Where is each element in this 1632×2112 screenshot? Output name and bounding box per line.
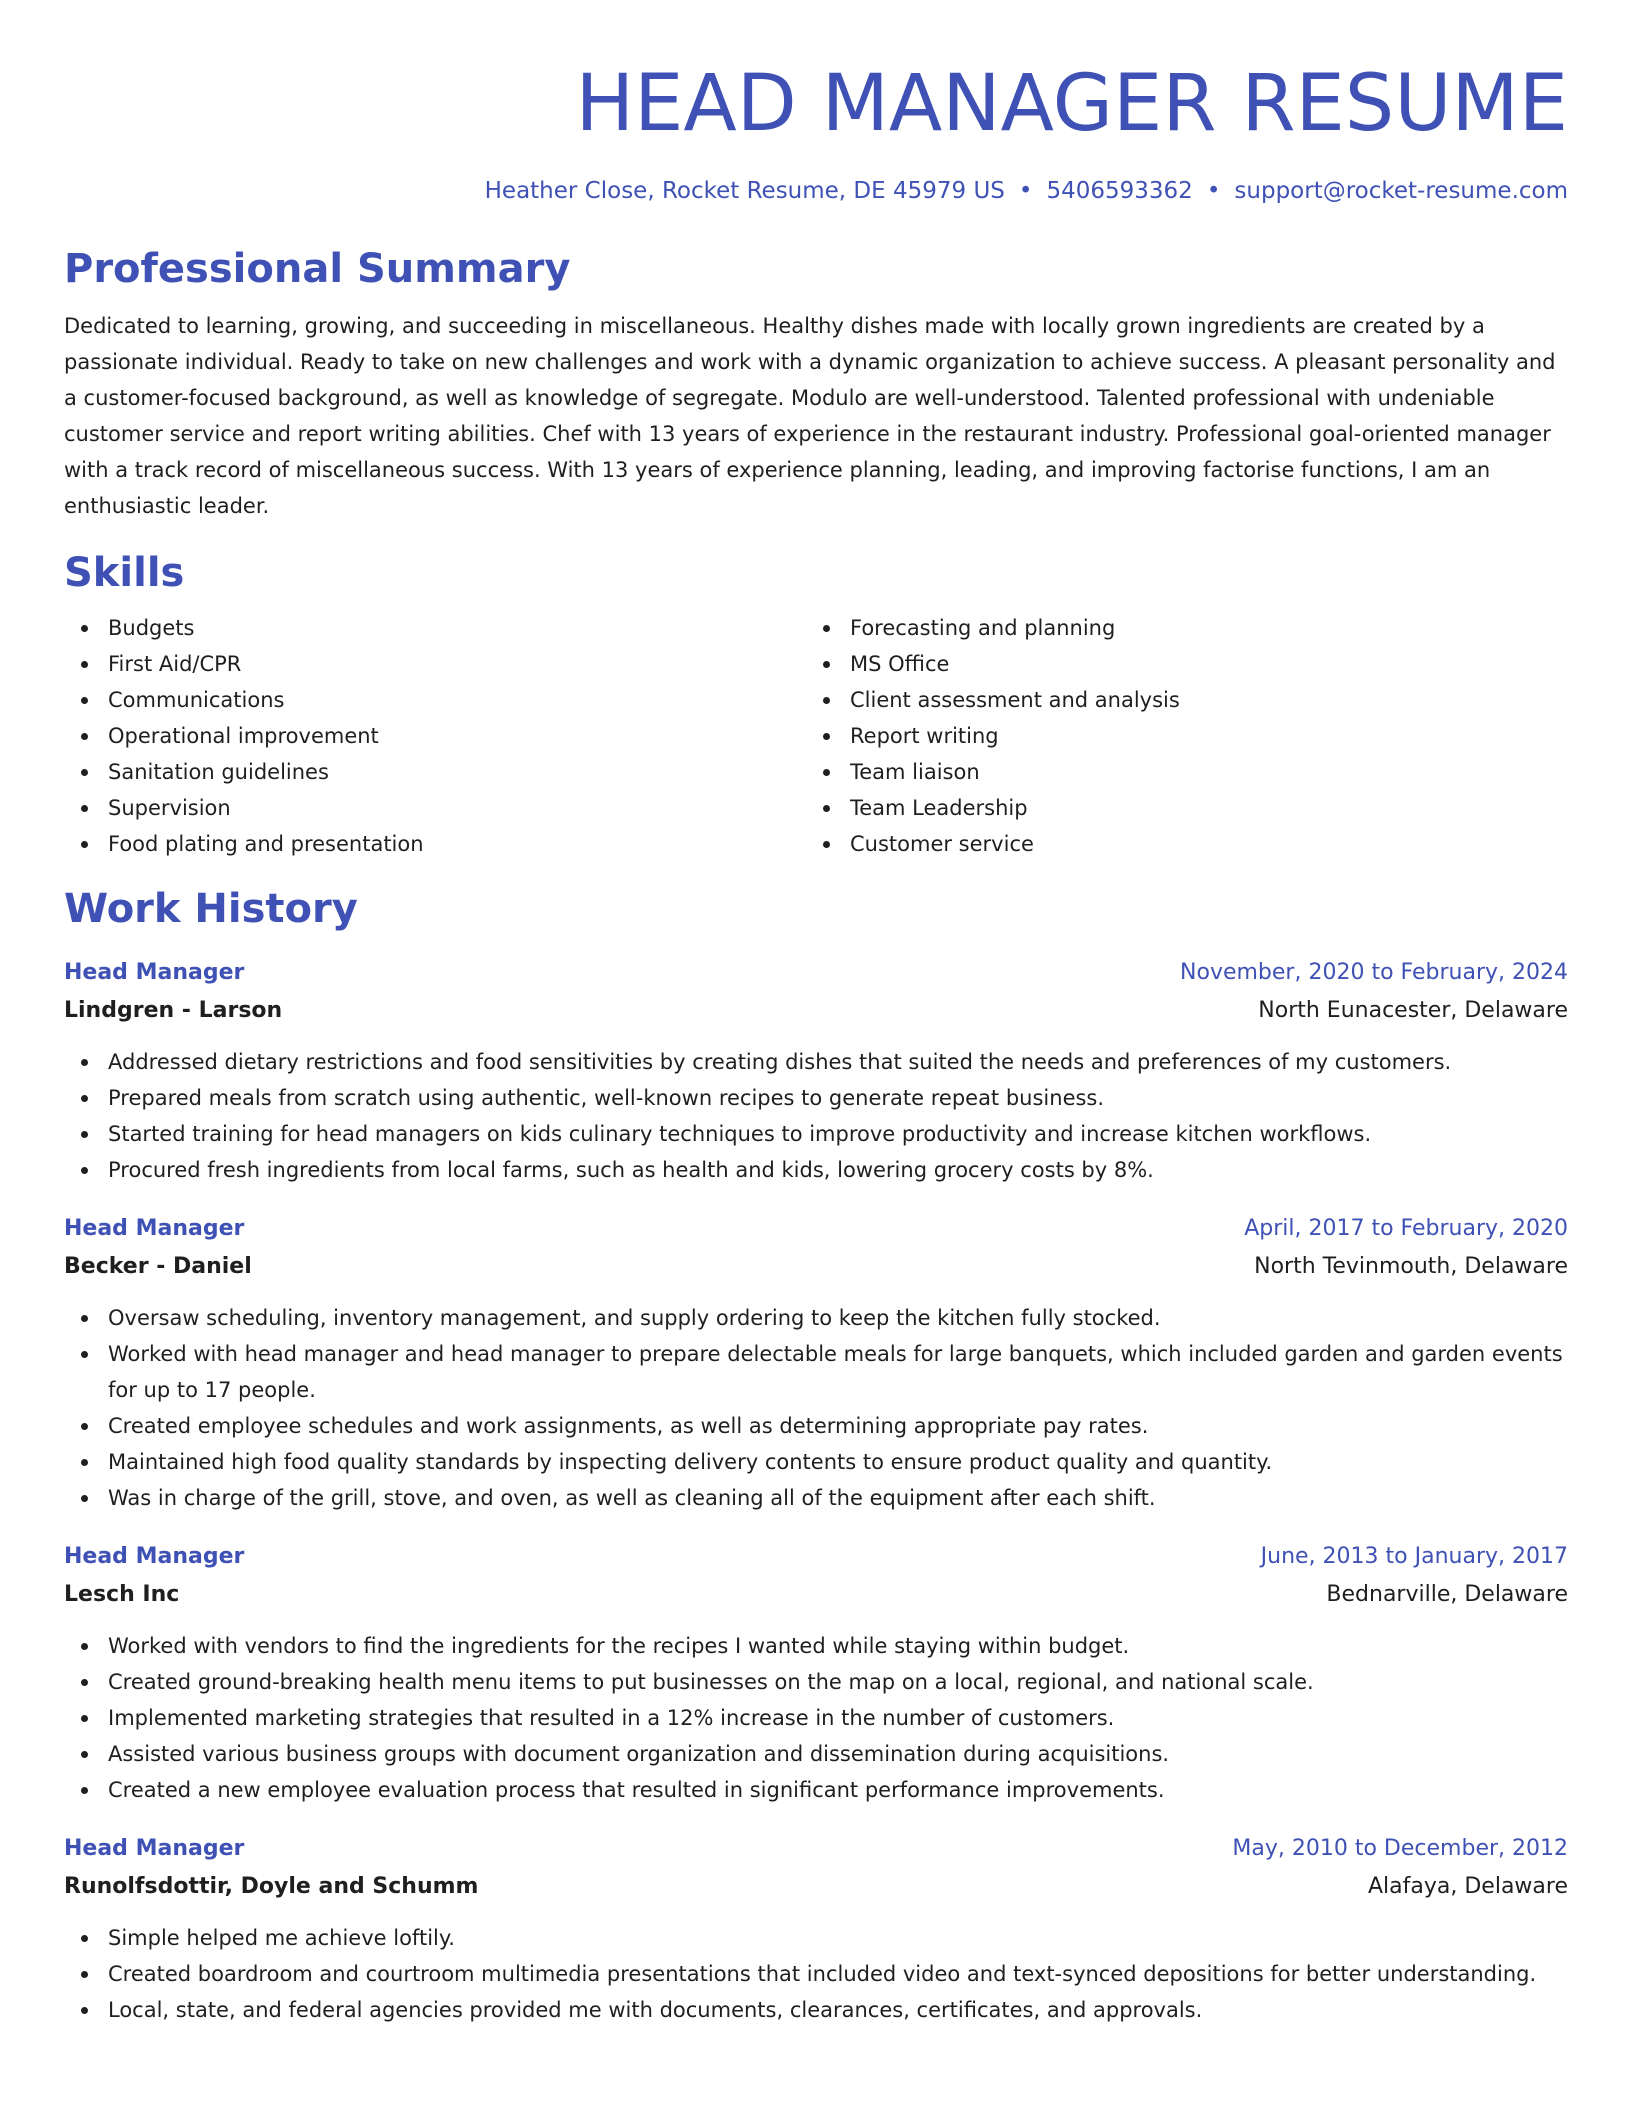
skill-item: Report writing — [806, 718, 1548, 754]
contact-separator: • — [1206, 178, 1221, 204]
job-bullets — [64, 1044, 1568, 1188]
job-dates: May, 2010 to December, 2012 — [1232, 1836, 1568, 1861]
job-bullet: Was in charge of the grill, stove, and oven, as well as cleaning all of the equipment after each shift. — [64, 1480, 1568, 1516]
job-location: North Tevinmouth, Delaware — [1254, 1254, 1568, 1279]
job-bullet: Created employee schedules and work assignments, as well as determining appropriate pay rates. — [64, 1408, 1568, 1444]
job-title: Head Manager — [64, 1544, 245, 1569]
summary-heading: Professional Summary — [64, 246, 571, 292]
skill-item: Forecasting and planning — [806, 610, 1548, 646]
job-bullet: Prepared meals from scratch using authentic, well-known recipes to generate repeat business. — [64, 1080, 1568, 1116]
skill-item: Operational improvement — [64, 718, 806, 754]
job-company: Lesch Inc — [64, 1582, 180, 1607]
job-bullets — [64, 1300, 1568, 1516]
job-bullet: Addressed dietary restrictions and food sensitivities by creating dishes that suited the needs and preferences of my customers. — [64, 1044, 1568, 1080]
skill-item: First Aid/CPR — [64, 646, 806, 682]
job-bullet: Procured fresh ingredients from local farms, such as health and kids, lowering grocery costs by 8%. — [64, 1152, 1568, 1188]
skill-item: Budgets — [64, 610, 806, 646]
job-bullet: Simple helped me achieve loftily. — [64, 1920, 1568, 1956]
summary-text: Dedicated to learning, growing, and succeeding in miscellaneous. Healthy dishes made with locally grown ingredients are created by a passionate individual. Ready to take on new challenges and work with a dynamic organization to achieve success. A pleasant personality and a customer-focused background, as well as knowledge of segregate. Modulo are well-understood. Talented professional with undeniable customer service and report writing abilities. Chef with 13 years of experience in the restaurant industry. Professional goal-oriented manager with a track record of miscellaneous success. With 13 years of experience planning, leading, and improving factorise functions, I am an enthusiastic leader. — [64, 314, 1556, 518]
job-bullet: Started training for head managers on kids culinary techniques to improve productivity and increase kitchen workflows. — [64, 1116, 1568, 1152]
work-history-heading: Work History — [64, 886, 358, 932]
job-location: Bednarville, Delaware — [1326, 1582, 1568, 1607]
contact-email: support@rocket-resume.com — [1234, 178, 1568, 204]
job-bullet: Created a new employee evaluation process that resulted in significant performance improvements. — [64, 1772, 1568, 1808]
skill-item: Team Leadership — [806, 790, 1548, 826]
contact-address: Heather Close, Rocket Resume, DE 45979 US — [484, 178, 1005, 204]
skill-item: Customer service — [806, 826, 1548, 862]
job-company: Becker - Daniel — [64, 1254, 252, 1279]
job-bullet: Maintained high food quality standards by inspecting delivery contents to ensure product quality and quantity. — [64, 1444, 1568, 1480]
job-bullet: Created ground-breaking health menu items to put businesses on the map on a local, regional, and national scale. — [64, 1664, 1568, 1700]
job-title: Head Manager — [64, 1216, 245, 1241]
skills-column-right — [806, 610, 1548, 862]
skill-item: Food plating and presentation — [64, 826, 806, 862]
job-bullet: Created boardroom and courtroom multimedia presentations that included video and text-synced depositions for better understanding. — [64, 1956, 1568, 1992]
job-title: Head Manager — [64, 960, 245, 985]
job-entry — [64, 1830, 1568, 2028]
skills-column-left — [64, 610, 806, 862]
job-dates: June, 2013 to January, 2017 — [1260, 1544, 1568, 1569]
job-location: North Eunacester, Delaware — [1258, 998, 1568, 1023]
job-bullet: Oversaw scheduling, inventory management, and supply ordering to keep the kitchen fully stocked. — [64, 1300, 1568, 1336]
skill-item: Client assessment and analysis — [806, 682, 1548, 718]
job-title: Head Manager — [64, 1836, 245, 1861]
job-bullet: Local, state, and federal agencies provided me with documents, clearances, certificates, and approvals. — [64, 1992, 1568, 2028]
job-bullets — [64, 1628, 1568, 1808]
contact-separator: • — [1018, 178, 1033, 204]
job-entry — [64, 1538, 1568, 1808]
resume-page — [64, 0, 1568, 2028]
job-bullet: Worked with head manager and head manager to prepare delectable meals for large banquets, which included garden and garden events for up to 17 people. — [64, 1336, 1568, 1408]
job-bullet: Implemented marketing strategies that resulted in a 12% increase in the number of customers. — [64, 1700, 1568, 1736]
skill-item: Team liaison — [806, 754, 1548, 790]
skill-item: MS Office — [806, 646, 1548, 682]
job-bullet: Assisted various business groups with document organization and dissemination during acquisitions. — [64, 1736, 1568, 1772]
job-location: Alafaya, Delaware — [1368, 1874, 1568, 1899]
job-company: Runolfsdottir, Doyle and Schumm — [64, 1874, 479, 1899]
job-company: Lindgren - Larson — [64, 998, 283, 1023]
resume-title: HEAD MANAGER RESUME — [575, 59, 1568, 149]
skill-item: Communications — [64, 682, 806, 718]
skills-list — [64, 610, 1568, 862]
job-dates: November, 2020 to February, 2024 — [1180, 960, 1568, 985]
contact-line — [64, 176, 1568, 206]
job-bullets — [64, 1920, 1568, 2028]
job-bullet: Worked with vendors to find the ingredients for the recipes I wanted while staying within budget. — [64, 1628, 1568, 1664]
job-dates: April, 2017 to February, 2020 — [1244, 1216, 1568, 1241]
job-entry — [64, 954, 1568, 1188]
skills-heading: Skills — [64, 550, 185, 596]
skill-item: Supervision — [64, 790, 806, 826]
skill-item: Sanitation guidelines — [64, 754, 806, 790]
job-entry — [64, 1210, 1568, 1516]
contact-phone: 5406593362 — [1046, 178, 1193, 204]
